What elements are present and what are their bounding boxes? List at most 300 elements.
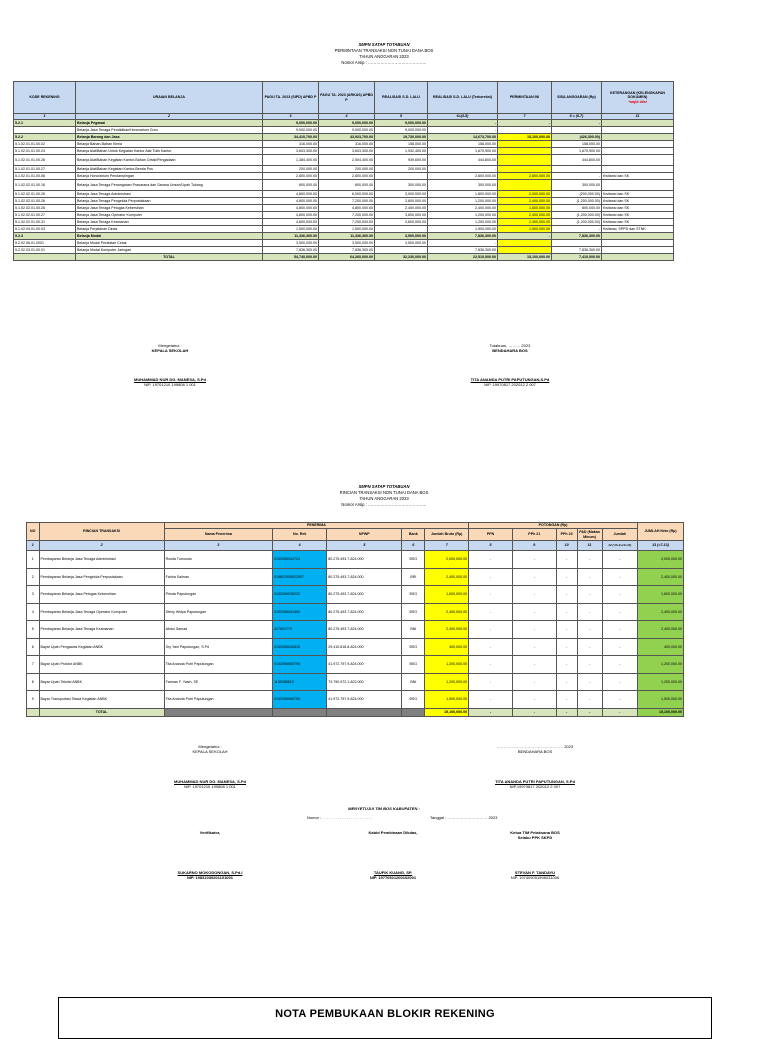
budget-cell-sisa: 1,670,900.00	[552, 148, 602, 155]
budget-cell-arkas: 9,000,000.00	[319, 127, 375, 134]
transaction-cell-neto: 400,000.00	[638, 638, 684, 656]
budget-cell-ket	[602, 127, 674, 134]
col-number: 7	[425, 541, 469, 551]
budget-cell-real	[375, 226, 428, 233]
budget-cell-sisa: (1,200,000.00)	[552, 212, 602, 219]
transaction-cell-bank: BSG	[402, 603, 425, 621]
doc1-year: TAHUN ANGGARAN 2023	[359, 54, 409, 59]
budget-cell-ket	[602, 180, 674, 191]
budget-cell-koreksi: 7,836,300.00	[428, 247, 498, 254]
budget-cell-sisa: 158,000.00	[552, 141, 602, 148]
total-realisasi: 32,230,000.00	[375, 254, 428, 261]
budget-cell-arkas: 3,500,000.00	[319, 240, 375, 247]
transaction-cell-ppn: -	[469, 638, 513, 656]
budget-cell-kode: 5.2.3	[14, 233, 76, 240]
budget-cell-koreksi: 1,800,000.00	[428, 191, 498, 198]
total-empty-cell	[27, 708, 40, 716]
col-number: 1	[27, 541, 40, 551]
transaction-cell-pad: -	[577, 621, 602, 639]
budget-cell-sisa: (1,200,000.00)	[552, 198, 602, 205]
transaction-cell-bruto: 1,200,000.00	[425, 656, 469, 674]
budget-cell-real: 300,000.00	[375, 180, 428, 191]
transaction-row	[27, 586, 684, 604]
budget-cell-minta	[498, 240, 552, 247]
col-no-rek: No. Rek	[273, 529, 327, 541]
transaction-row	[27, 673, 684, 691]
budget-cell-minta	[498, 180, 552, 191]
col-number: 5	[375, 114, 428, 120]
transaction-cell-no: 4	[27, 603, 40, 621]
transaction-cell-bank: BSG	[402, 638, 425, 656]
transaction-cell-pph21: -	[512, 551, 556, 569]
col-number: 8 = (6-7)	[552, 114, 602, 120]
budget-cell-uraian: Belanja Jasa Tenaga Penanganan Prasarana dan Sarana Umum/Upah Tukang	[76, 180, 263, 191]
transaction-cell-bank: BNI	[402, 621, 425, 639]
transaction-cell-rincian: Pembayaran Belanja Jasa Petugas Kebersihan	[39, 586, 164, 604]
col-pad: PAD (Makan Minum)	[577, 529, 602, 541]
transaction-cell-jml: -	[602, 603, 637, 621]
transaction-cell-rincian: Bayar Upah Pengawas Kegiatan ANBK	[39, 638, 164, 656]
budget-cell-kode: 5.1.02.02.01.00.31	[14, 219, 76, 226]
transaction-cell-npwp: 80.275.493.7-824.000	[327, 603, 402, 621]
transaction-cell-pad: -	[577, 691, 602, 709]
transaction-cell-pph21: -	[512, 603, 556, 621]
doc2-total-pad: -	[577, 708, 602, 716]
transaction-cell-no: 3	[27, 586, 40, 604]
transaction-cell-neto: 2,400,000.00	[638, 568, 684, 586]
doc1-header	[0, 42, 768, 70]
budget-cell-sisa: -	[552, 173, 602, 180]
transaction-cell-rek: 0102006042815	[273, 638, 327, 656]
budget-cell-sipd: 3,500,000.00	[263, 240, 319, 247]
col-number: 11	[602, 114, 674, 120]
transaction-cell-jml: -	[602, 621, 637, 639]
doc2-total-neto: 15,100,000.00	[638, 708, 684, 716]
budget-cell-kode: 5.1.02.01.01.00.27	[14, 166, 76, 173]
budget-cell-minta: 2,400,000.00	[498, 198, 552, 205]
budget-cell-uraian: Belanja Modal	[76, 233, 263, 240]
budget-cell-sisa: (200,000.00)	[552, 191, 602, 198]
total-sipd: 54,740,000.00	[263, 254, 319, 261]
budget-cell-koreksi: -	[428, 127, 498, 134]
sign-left-title: KEPALA SEKOLAH	[151, 348, 189, 353]
transaction-cell-rek: 0102006060796	[273, 656, 327, 674]
budget-cell-sisa	[552, 127, 602, 134]
budget-cell-arkas: 7,836,300.00	[319, 247, 375, 254]
budget-cell-uraian: Belanja Jasa Tenaga Pendidikan/Honorarium Guru	[76, 127, 263, 134]
transaction-cell-bruto: 1,200,000.00	[425, 673, 469, 691]
budget-cell-minta: 2,400,000.00	[498, 219, 552, 226]
budget-cell-koreksi: 1,200,000.00	[428, 212, 498, 219]
transaction-cell-pph23: -	[556, 691, 577, 709]
transaction-cell-ppn: -	[469, 586, 513, 604]
total-empty-cell	[14, 254, 76, 261]
budget-cell-minta: 2,400,000.00	[498, 212, 552, 219]
budget-cell-arkas: 7,200,000.00	[319, 212, 375, 219]
transaction-cell-rincian: Bayar Transportasi Siswa Kegiatan ANBK	[39, 691, 164, 709]
budget-cell-arkas: 6,000,000.00	[319, 191, 375, 198]
budget-cell-ket: Kwitansi, SPPD dan STNK	[602, 226, 674, 233]
budget-cell-kode: 5.2.02.06.01.0001	[14, 240, 76, 247]
col-keterangan-note: *wajib diisi	[628, 99, 647, 104]
transaction-cell-nama: Prisda Paputungan	[164, 586, 272, 604]
transaction-cell-pph21: -	[512, 621, 556, 639]
sign-right-place: ………………………, ………………… 2023	[496, 744, 574, 749]
total-sisa: 7,410,000.00	[552, 254, 602, 261]
budget-cell-real: 200,000.00	[375, 166, 428, 173]
budget-cell-uraian: Belanja Barang dan Jasa	[76, 134, 263, 141]
budget-cell-uraian: Belanja Modal Komputer Jaringan	[76, 247, 263, 254]
budget-cell-kode: 5.1.02.04.01.00.03	[14, 226, 76, 233]
approval-kabid-sign	[333, 870, 453, 880]
budget-cell-uraian: Belanja Honorarium Pendampingan	[76, 173, 263, 180]
col-group-penerima: PENERIMA	[164, 523, 469, 529]
budget-cell-uraian: Belanja Bahan-Bahan Kimia	[76, 141, 263, 148]
budget-cell-ket: Kwitansi dan SK	[602, 219, 674, 226]
budget-cell-kode: 5.1.02.01.01.00.26	[14, 155, 76, 166]
budget-cell-koreksi: 2,800,000.00	[428, 173, 498, 180]
budget-cell-real: 3,000,000.00	[375, 191, 428, 198]
budget-cell-minta	[498, 155, 552, 166]
transaction-cell-pph23: -	[556, 638, 577, 656]
budget-cell-kode: 5.1.02.02.01.00.26	[14, 191, 76, 198]
col-number: 10	[556, 541, 577, 551]
doc2-total-pph23: -	[556, 708, 577, 716]
budget-cell-uraian: Belanja Jasa Tenaga Pengelola Perpustakaan	[76, 198, 263, 205]
approval-ketua	[475, 830, 595, 840]
approval-ketua-sub: Selaku PPK SKPD	[517, 835, 553, 840]
budget-cell-sipd: 9,000,000.00	[263, 127, 319, 134]
budget-cell-koreksi: -	[428, 120, 498, 127]
budget-cell-sisa	[552, 166, 602, 173]
budget-cell-sisa: 7,836,300.00	[552, 233, 602, 240]
sign-left-pre: Mengetahui :	[198, 744, 222, 749]
transaction-cell-rincian: Pembayaran Belanja Jasa Tenaga Operator Komputer	[39, 603, 164, 621]
budget-cell-sipd: 3,603,300.00	[263, 148, 319, 155]
budget-cell-koreksi: -	[428, 240, 498, 247]
col-number: 3	[164, 541, 272, 551]
doc1-sign-right	[450, 343, 570, 387]
doc1-title: PERMINTAAN TRANSAKSI NON TUNAI DANA BOS	[334, 48, 434, 53]
col-number: 6=(3-5)	[428, 114, 498, 120]
doc2-total-bruto: 15,100,000.00	[425, 708, 469, 716]
budget-cell-sipd: 7,836,300.00	[263, 247, 319, 254]
budget-cell-minta: 2,800,000.00	[498, 173, 552, 180]
budget-cell-ket	[602, 233, 674, 240]
budget-cell-sisa: 800,000.00	[552, 205, 602, 212]
budget-cell-sisa: 7,836,300.00	[552, 247, 602, 254]
budget-cell-minta: 1,600,000.00	[498, 205, 552, 212]
budget-cell-sipd: 11,336,300.00	[263, 233, 319, 240]
budget-cell-arkas: 11,336,300.00	[319, 233, 375, 240]
transaction-row	[27, 603, 684, 621]
budget-row	[14, 219, 674, 226]
transaction-cell-bruto: 1,500,000.00	[425, 691, 469, 709]
transaction-cell-bruto: 2,400,000.00	[425, 603, 469, 621]
budget-row	[14, 240, 674, 247]
budget-row	[14, 180, 674, 191]
col-number: 7	[498, 114, 552, 120]
transaction-cell-no: 7	[27, 656, 40, 674]
budget-cell-koreksi: 1,200,000.00	[428, 198, 498, 205]
budget-cell-sisa: (426,300.00)	[552, 134, 602, 141]
col-number: 13 (=7-13)	[638, 541, 684, 551]
budget-cell-real	[375, 247, 428, 254]
budget-row	[14, 191, 674, 198]
transaction-cell-pad: -	[577, 568, 602, 586]
col-number: 5	[327, 541, 402, 551]
transaction-cell-ppn: -	[469, 691, 513, 709]
budget-cell-uraian: Belanja Alat/Bahan Kegiatan Kantor-Bahan Cetak/Pengadaan	[76, 155, 263, 166]
budget-cell-real: 3,600,000.00	[375, 198, 428, 205]
sign-right-title: BENDAHARA BOS	[492, 348, 528, 353]
transaction-cell-pph23: -	[556, 656, 577, 674]
doc1-school-name: SMPN SATAP TOTABUAN	[358, 42, 410, 47]
col-number: 9	[512, 541, 556, 551]
budget-cell-real	[375, 173, 428, 180]
transaction-cell-rincian: Bayar Upah Teknisi ANBK	[39, 673, 164, 691]
transaction-cell-no: 9	[27, 691, 40, 709]
col-permintaan-ini: PERMINTAAN INI	[498, 82, 552, 114]
col-bank: Bank	[402, 529, 425, 541]
transaction-cell-bank: BSG	[402, 656, 425, 674]
budget-cell-minta: 1,500,000.00	[498, 226, 552, 233]
transaction-cell-pph21: -	[512, 691, 556, 709]
transaction-cell-pph23: -	[556, 603, 577, 621]
budget-cell-arkas: 1,500,000.00	[319, 226, 375, 233]
transaction-cell-bank: BSG	[402, 551, 425, 569]
transaction-cell-pph21: -	[512, 568, 556, 586]
sign-left-title: KEPALA SEKOLAH	[192, 749, 228, 754]
total-permintaan: 15,100,000.00	[498, 254, 552, 261]
budget-cell-real: 19,730,000.00	[375, 134, 428, 141]
total-arkas: 64,260,000.00	[319, 254, 375, 261]
budget-cell-arkas: 3,603,300.00	[319, 148, 375, 155]
budget-cell-real: 939,600.00	[375, 155, 428, 166]
total-label: TOTAL	[76, 254, 263, 261]
transaction-cell-rek: 0102006041724	[273, 551, 327, 569]
doc2-archive-number: Nomor Arsip : ……………………………………	[341, 502, 427, 507]
budget-cell-ket	[602, 148, 674, 155]
budget-cell-arkas: 4,800,000.00	[319, 205, 375, 212]
transaction-cell-bruto: 400,000.00	[425, 638, 469, 656]
budget-cell-kode: 5.1.02.01.01.00.24	[14, 148, 76, 155]
budget-cell-minta	[498, 127, 552, 134]
budget-cell-koreksi: 300,000.00	[428, 180, 498, 191]
budget-row	[14, 247, 674, 254]
approval-kabid-name: TAUFIK KUANG, SP.	[373, 870, 413, 875]
transaction-cell-pad: -	[577, 551, 602, 569]
transaction-cell-nama: Steny Widya Paputungan	[164, 603, 272, 621]
nota-title: NOTA PEMBUKAAN BLOKIR REKENING	[275, 1008, 495, 1020]
budget-cell-real: 1,932,400.00	[375, 148, 428, 155]
budget-cell-koreksi: 7,836,300.00	[428, 233, 498, 240]
budget-cell-kode: 5.1.02.02.01.00.27	[14, 212, 76, 219]
transaction-cell-nama: Abdul Samad	[164, 621, 272, 639]
budget-row	[14, 226, 674, 233]
budget-cell-sisa: 300,000.00	[552, 180, 602, 191]
budget-cell-koreksi: 14,673,700.00	[428, 134, 498, 141]
transaction-row	[27, 638, 684, 656]
budget-cell-kode: 5.1.02.02.01.00.16	[14, 180, 76, 191]
approval-nomor: Nomor : . . . . . . . . . . . . . . . . . . . . . . .	[307, 815, 373, 820]
sign-right-nip: NIP.19970817 202012 2 007	[509, 784, 561, 789]
budget-cell-uraian: Belanja Jasa Tenaga Petugas Kebersihan	[76, 205, 263, 212]
budget-cell-arkas: 7,200,000.00	[319, 198, 375, 205]
transaction-cell-jml: -	[602, 656, 637, 674]
transaction-cell-rincian: Pembayaran Belanja Jasa Tenaga Administrasi	[39, 551, 164, 569]
transaction-cell-bruto: 2,400,000.00	[425, 621, 469, 639]
budget-cell-minta: 2,000,000.00	[498, 191, 552, 198]
transaction-cell-npwp: 80.275.493.7-824.000	[327, 586, 402, 604]
transaction-cell-pad: -	[577, 586, 602, 604]
transaction-cell-rek: 427601779	[273, 621, 327, 639]
budget-cell-kode: 5.2.02.03.01.00.01	[14, 247, 76, 254]
budget-cell-minta	[498, 247, 552, 254]
col-number: 12 (=8+9+10+11)	[602, 541, 637, 551]
approval-tanggal: Tanggal : ………………………… 2023	[430, 815, 498, 820]
transaction-cell-jml: -	[602, 638, 637, 656]
budget-cell-sipd: 9,000,000.00	[263, 120, 319, 127]
transaction-cell-pph23: -	[556, 586, 577, 604]
col-kode-rekening: KODE REKENING	[14, 82, 76, 114]
budget-cell-arkas: 2,504,400.00	[319, 155, 375, 166]
col-number: 2	[76, 114, 263, 120]
transaction-cell-pph21: -	[512, 638, 556, 656]
budget-cell-ket	[602, 120, 674, 127]
budget-cell-arkas: 316,000.00	[319, 141, 375, 148]
transaction-cell-bruto: 1,600,000.00	[425, 586, 469, 604]
sign-left-nip: NIP. 19701210 199808 1 001	[184, 784, 236, 789]
budget-cell-real: 3,500,000.00	[375, 240, 428, 247]
budget-cell-uraian: Belanja Perjalanan Dinas	[76, 226, 263, 233]
transaction-cell-ppn: -	[469, 621, 513, 639]
budget-cell-uraian: Belanja Alat/Bahan Kegiatan Kantor-Benda Pos	[76, 166, 263, 173]
budget-cell-real: 9,000,000.00	[375, 127, 428, 134]
budget-cell-arkas: 2,800,000.00	[319, 173, 375, 180]
budget-cell-sisa: -	[552, 120, 602, 127]
budget-row	[14, 198, 674, 205]
transaction-cell-jml: -	[602, 551, 637, 569]
col-pagu-sipd: PAGU TA. 2023 (SIPD) APBD P	[263, 82, 319, 114]
transaction-cell-no: 2	[27, 568, 40, 586]
budget-row	[14, 148, 674, 155]
budget-cell-real: 3,500,000.00	[375, 233, 428, 240]
transaction-cell-pad: -	[577, 673, 602, 691]
transaction-row	[27, 656, 684, 674]
budget-cell-ket: Kwitansi dan SK	[602, 198, 674, 205]
col-jumlah-neto: JUMLAH Neto (Rp)	[638, 523, 684, 541]
transaction-cell-pph23: -	[556, 568, 577, 586]
budget-cell-ket	[602, 141, 674, 148]
sign-left-nip: NIP. 19701210 199808 1 001	[144, 382, 196, 387]
budget-cell-sisa: (1,200,000.00)	[552, 219, 602, 226]
col-pph23: PPh 23	[556, 529, 577, 541]
budget-cell-sisa: 444,800.00	[552, 155, 602, 166]
col-sisa-anggaran: SISA ANGGARAN (Rp)	[552, 82, 602, 114]
col-jumlah-bruto: Jumlah Bruto (Rp)	[425, 529, 469, 541]
budget-cell-ket	[602, 134, 674, 141]
approval-verif-name: SUKARNO MOKODONGAN, S.Pd.I	[177, 870, 243, 875]
sign-right-place: Totabuan, ……… 2023	[489, 343, 531, 348]
budget-row	[14, 233, 674, 240]
budget-cell-sipd: 600,000.00	[263, 180, 319, 191]
budget-cell-real: 3,600,000.00	[375, 219, 428, 226]
transaction-cell-npwp: 41.972.797.9-824.000	[327, 691, 402, 709]
budget-cell-arkas: 200,000.00	[319, 166, 375, 173]
budget-cell-uraian: Belanja Alat/Bahan Untuk Kegiatan Kantor Alat Tulis Kantor	[76, 148, 263, 155]
budget-row	[14, 166, 674, 173]
transaction-cell-nama: Sry Yani Paputungan, S.Pd	[164, 638, 272, 656]
transaction-cell-bank: BSG	[402, 586, 425, 604]
transaction-cell-ppn: -	[469, 551, 513, 569]
transaction-cell-pph23: -	[556, 551, 577, 569]
approval-verif-sign	[150, 870, 270, 880]
approval-kabid-title: Kabid Pembinaan Dikdas,	[368, 830, 418, 835]
doc2-sign-right	[475, 744, 595, 789]
transaction-cell-neto: 2,400,000.00	[638, 603, 684, 621]
budget-cell-kode: 5.1.02.02.01.00.26	[14, 205, 76, 212]
sign-right-title: BENDAHARA BOS	[517, 749, 553, 754]
transaction-cell-neto: 1,500,000.00	[638, 691, 684, 709]
col-group-potongan: POTONGAN (Rp)	[469, 523, 638, 529]
budget-cell-sipd: 4,800,000.00	[263, 212, 319, 219]
budget-cell-minta	[498, 148, 552, 155]
doc2-col-number-row	[27, 541, 684, 551]
transaction-cell-npwp: 73.790.972.1-822.000	[327, 673, 402, 691]
transaction-cell-no: 6	[27, 638, 40, 656]
col-keterangan	[602, 82, 674, 114]
budget-cell-arkas: 9,000,000.00	[319, 120, 375, 127]
budget-cell-minta	[498, 141, 552, 148]
budget-cell-real: 3,600,000.00	[375, 212, 428, 219]
doc2-year: TAHUN ANGGARAN 2023	[359, 496, 409, 501]
transaction-cell-jml: -	[602, 568, 637, 586]
col-uraian-belanja: URAIAN BELANJA	[76, 82, 263, 114]
doc1-total-row	[14, 254, 674, 261]
doc2-total-pph21: -	[512, 708, 556, 716]
sign-left-name: MUHAMMAD NUR DG. MANESA, S.Pd	[134, 377, 206, 382]
budget-cell-koreksi: 1,670,900.00	[428, 148, 498, 155]
budget-cell-koreksi: 444,800.00	[428, 155, 498, 166]
total-gray-cell	[273, 708, 327, 716]
transaction-cell-ppn: -	[469, 603, 513, 621]
transaction-cell-rek: 0102006041492	[273, 603, 327, 621]
budget-cell-uraian: Belanja Jasa Tenaga Keamanan	[76, 219, 263, 226]
transaction-row	[27, 621, 684, 639]
nota-box	[58, 997, 712, 1039]
budget-cell-uraian: Belanja Jasa Tenaga Administrasi	[76, 191, 263, 198]
transaction-cell-npwp: 80.275.493.7-824.000	[327, 551, 402, 569]
budget-cell-minta: 15,100,000.00	[498, 134, 552, 141]
doc2-sign-left	[150, 744, 270, 789]
budget-cell-sisa	[552, 240, 602, 247]
doc1-budget-table	[13, 81, 674, 261]
budget-cell-ket	[602, 166, 674, 173]
budget-cell-sisa: -	[552, 226, 602, 233]
col-no: NO	[27, 523, 40, 541]
transaction-row	[27, 568, 684, 586]
doc1-archive-number: Nomor Arsip : ……………………………………	[341, 60, 427, 65]
budget-cell-ket: Kwitansi dan SK	[602, 212, 674, 219]
budget-cell-sipd: 4,800,000.00	[263, 205, 319, 212]
budget-cell-kode: 5.2.1	[14, 120, 76, 127]
col-number: 4	[319, 114, 375, 120]
transaction-cell-pad: -	[577, 638, 602, 656]
doc2-transaction-table	[26, 522, 684, 717]
transaction-cell-bank: BSG	[402, 691, 425, 709]
transaction-cell-pph21: -	[512, 656, 556, 674]
